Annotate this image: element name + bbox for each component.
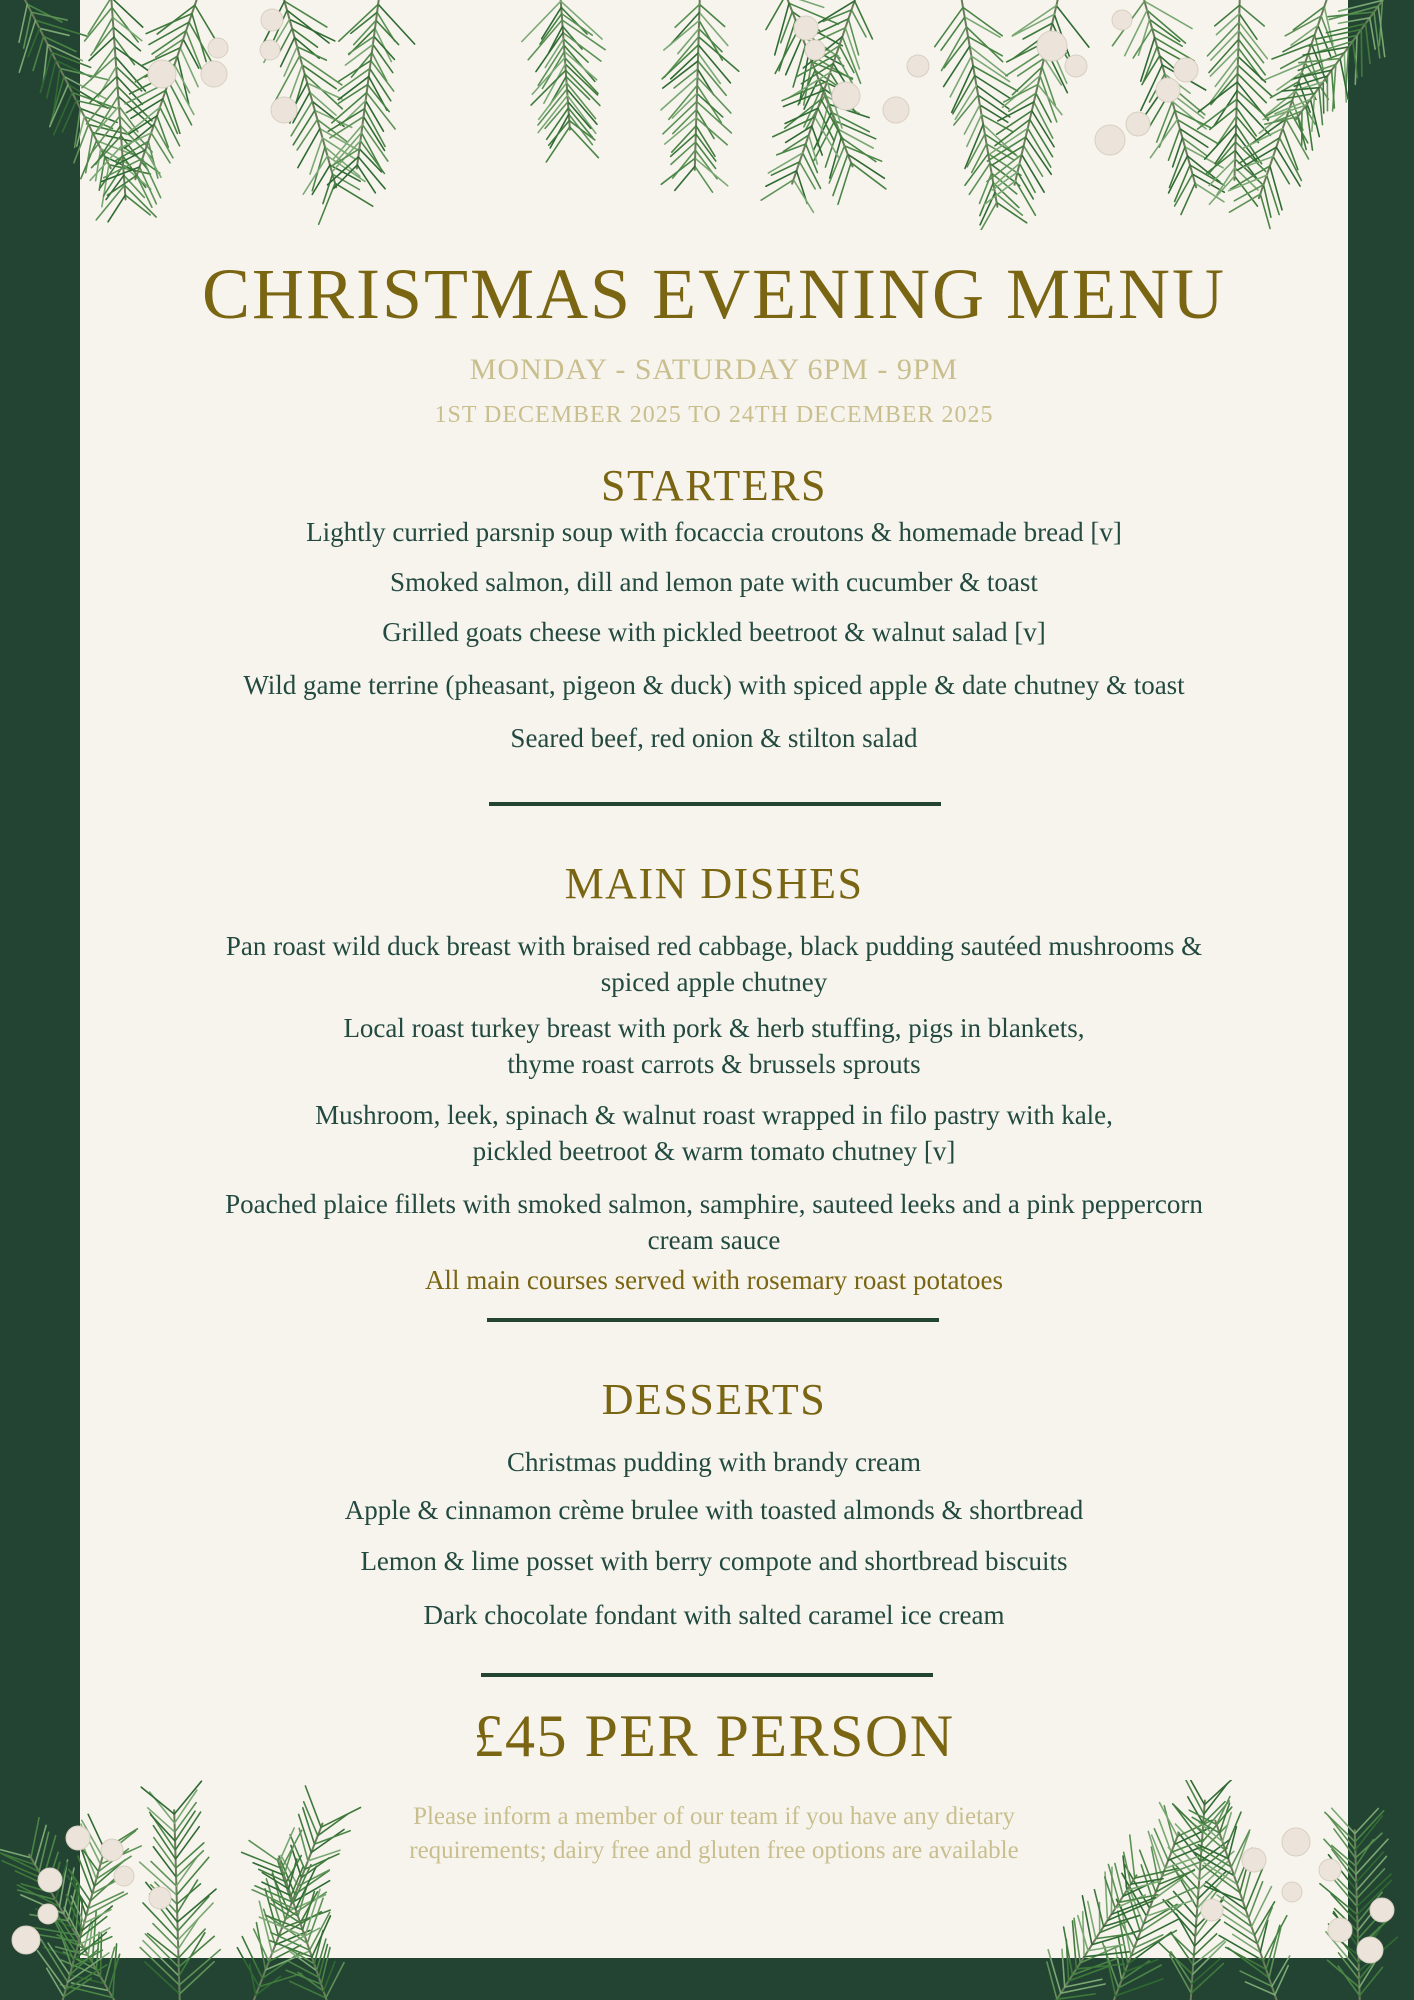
dessert-item: Christmas pudding with brandy cream bbox=[507, 1447, 921, 1477]
main-item-line: pickled beetroot & warm tomato chutney [v] bbox=[472, 1136, 956, 1166]
dietary-note bbox=[80, 1800, 1348, 1868]
starter-item: Grilled goats cheese with pickled beetroot & walnut salad [v] bbox=[382, 617, 1046, 647]
main-item bbox=[80, 1186, 1348, 1258]
starters-heading: STARTERS bbox=[601, 461, 827, 510]
section-divider bbox=[481, 1673, 933, 1677]
section-divider bbox=[487, 1318, 939, 1322]
main-item-line: Pan roast wild duck breast with braised red cabbage, black pudding sautéed mushrooms & bbox=[225, 931, 1203, 961]
section-divider bbox=[489, 802, 941, 806]
dessert-item: Dark chocolate fondant with salted caramel ice cream bbox=[423, 1600, 1005, 1630]
dessert-item: Lemon & lime posset with berry compote and shortbread biscuits bbox=[360, 1546, 1068, 1576]
dietary-note-line: Please inform a member of our team if you have any dietary bbox=[413, 1803, 1015, 1830]
starter-item: Seared beef, red onion & stilton salad bbox=[510, 723, 918, 753]
main-item-line: Local roast turkey breast with pork & herb stuffing, pigs in blankets, bbox=[343, 1013, 1085, 1043]
mains-heading: MAIN DISHES bbox=[564, 859, 864, 908]
main-item-line: Poached plaice fillets with smoked salmon, samphire, sauteed leeks and a pink peppercorn bbox=[225, 1189, 1203, 1219]
main-item bbox=[80, 928, 1348, 1000]
starter-item: Wild game terrine (pheasant, pigeon & duck) with spiced apple & date chutney & toast bbox=[243, 670, 1185, 700]
starter-item: Smoked salmon, dill and lemon pate with cucumber & toast bbox=[390, 567, 1038, 597]
main-item bbox=[80, 1097, 1348, 1169]
mains-note: All main courses served with rosemary roast potatoes bbox=[424, 1265, 1004, 1295]
desserts-heading: DESSERTS bbox=[601, 1375, 827, 1424]
main-item bbox=[80, 1010, 1348, 1082]
menu-dates: 1ST DECEMBER 2025 TO 24TH DECEMBER 2025 bbox=[434, 402, 994, 428]
main-item-line: cream sauce bbox=[647, 1225, 781, 1255]
menu-title: CHRISTMAS EVENING MENU bbox=[201, 254, 1226, 334]
starter-item: Lightly curried parsnip soup with focaccia croutons & homemade bread [v] bbox=[306, 517, 1122, 547]
dietary-note-line: requirements; dairy free and gluten free options are available bbox=[409, 1837, 1019, 1864]
main-item-line: thyme roast carrots & brussels sprouts bbox=[507, 1049, 921, 1079]
price-per-person: £45 PER PERSON bbox=[473, 1703, 955, 1769]
dessert-item: Apple & cinnamon crème brulee with toasted almonds & shortbread bbox=[344, 1495, 1084, 1525]
main-item-line: Mushroom, leek, spinach & walnut roast wrapped in filo pastry with kale, bbox=[315, 1100, 1113, 1130]
main-item-line: spiced apple chutney bbox=[600, 967, 828, 997]
menu-schedule: MONDAY - SATURDAY 6PM - 9PM bbox=[469, 353, 959, 386]
